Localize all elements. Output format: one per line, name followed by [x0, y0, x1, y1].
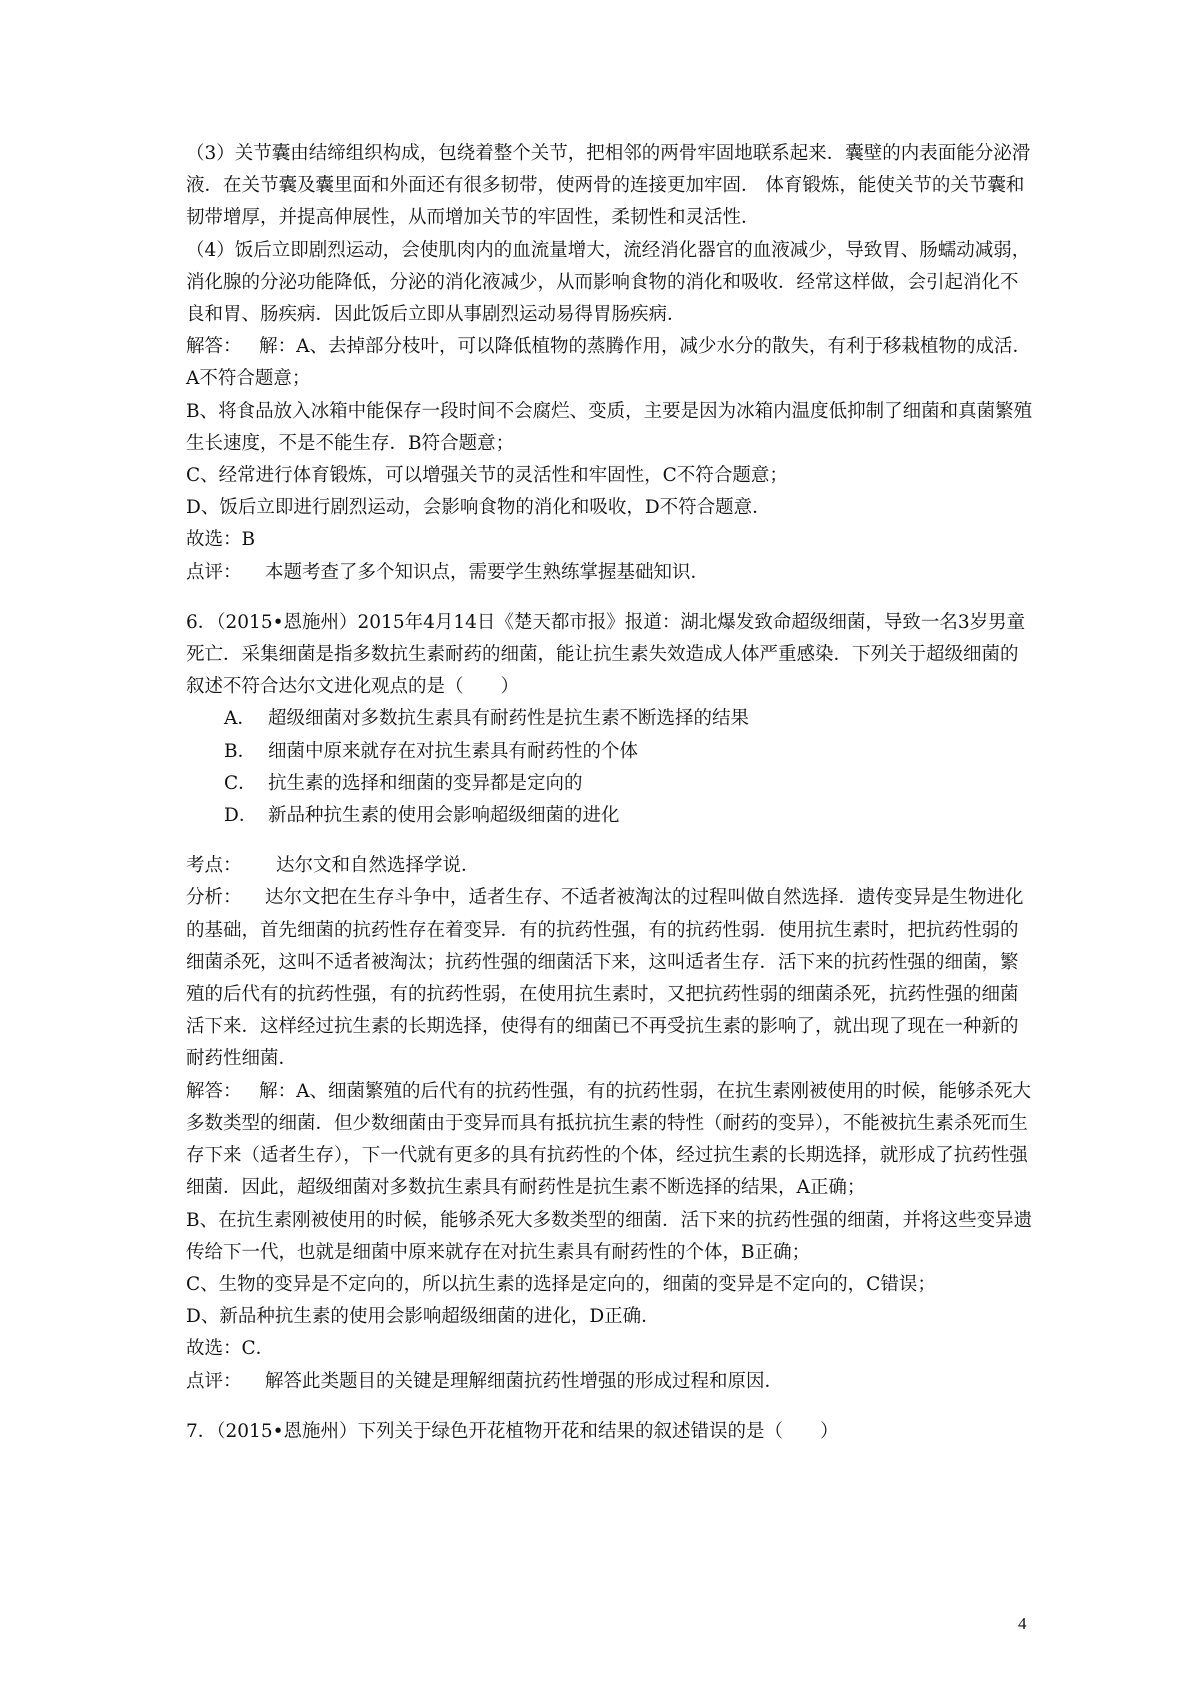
point-label: 考点： [186, 855, 242, 877]
question-6-answer-a [186, 1076, 1036, 1205]
question-6-option-b [186, 736, 1036, 768]
analysis-text: 达尔文把在生存斗争中，适者生存、不适者被淘汰的过程叫做自然选择．遗传变异是生物进化的基础，首先细菌的抗药性存在着变异．有的抗药性强，有的抗药性弱．使用抗生素时，把抗药性弱的细菌杀死，这叫不适者被淘汰；抗药性强的细菌活下来，这叫适者生存．活下来的抗药性强的细菌，繁殖的后代有的抗药性强，有的抗药性弱，在使用抗生素时，又把抗药性弱的细菌杀死，抗药性强的细菌活下来．这样经过抗生素的长期选择，使得有的细菌已不再受抗生素的影响了，就出现了现在一种新的耐药性细菌． [186, 887, 1024, 1070]
question-7-stem: 7．（2015•恩施州）下列关于绿色开花植物开花和结果的叙述错误的是（ ） [186, 1420, 839, 1442]
answer-label: 解答： [186, 1080, 242, 1102]
answer-a-text: 解：A、去掉部分枝叶，可以降低植物的蒸腾作用，减少水分的散失，有利于移栽植物的成活．A不符合题意； [186, 336, 1032, 390]
comment-label: 点评： [186, 1370, 242, 1392]
option-letter: C． [224, 772, 257, 794]
option-text: 新品种抗生素的使用会影响超级细菌的进化 [268, 805, 620, 827]
document-page [186, 138, 1036, 1448]
question-6-point [186, 850, 1036, 882]
question-6-comment [186, 1366, 1036, 1398]
question-6-analysis [186, 882, 1036, 1075]
question-6-answer-c: C、生物的变异是不定向的，所以抗生素的选择是定向的，细菌的变异是不定向的，C错误； [186, 1273, 936, 1295]
option-letter: A． [224, 708, 256, 730]
answer-a [186, 331, 1036, 395]
comment-text: 本题考查了多个知识点，需要学生熟练掌握基础知识． [265, 561, 710, 583]
question-6-answer-d: D、新品种抗生素的使用会影响超级细菌的进化，D正确． [186, 1306, 660, 1328]
answer-b: B、将食品放入冰箱中能保存一段时间不会腐烂、变质，主要是因为冰箱内温度低抑制了细菌和真菌繁殖生长速度，不是不能生存．B符合题意； [186, 400, 1033, 454]
answer-d: D、饭后立即进行剧烈运动，会影响食物的消化和吸收，D不符合题意． [186, 497, 771, 519]
question-6-stem: 6．（2015•恩施州）2015年4月14日《楚天都市报》报道：湖北爆发致命超级细菌，导致一名3岁男童死亡．采集细菌是指多数抗生素耐药的细菌，能让抗生素失效造成人体严重感染．下列关于超级细菌的叙述不符合达尔文进化观点的是（ ） [186, 611, 1026, 698]
analysis-label: 分析： [186, 887, 242, 909]
answer-label: 解答： [186, 336, 242, 358]
question-6-option-a [186, 703, 1036, 735]
choice: 故选：B [186, 529, 256, 551]
question-6-option-d [186, 800, 1036, 832]
option-letter: D． [224, 805, 258, 827]
answer-c: C、经常进行体育锻炼，可以增强关节的灵活性和牢固性，C不符合题意； [186, 465, 788, 487]
comment-label: 点评： [186, 561, 242, 583]
comment [186, 557, 1036, 589]
option-text: 细菌中原来就存在对抗生素具有耐药性的个体 [268, 740, 639, 762]
paragraph-exercise-after-meal: （4）饭后立即剧烈运动，会使肌肉内的血流量增大，流经消化器官的血液减少，导致胃、肠蠕动减弱，消化腺的分泌功能降低，分泌的消化液减少，从而影响食物的消化和吸收．经常这样做，会引起消化不良和胃、肠疾病．因此饭后立即从事剧烈运动易得胃肠疾病． [186, 239, 1031, 326]
question-6-answer-b: B、在抗生素刚被使用的时候，能够杀死大多数类型的细菌．活下来的抗药性强的细菌，并将这些变异遗传给下一代，也就是细菌中原来就存在对抗生素具有耐药性的个体，B正确； [186, 1209, 1033, 1263]
option-text: 超级细菌对多数抗生素具有耐药性是抗生素不断选择的结果 [268, 708, 750, 730]
comment-text: 解答此类题目的关键是理解细菌抗药性增强的形成过程和原因． [265, 1370, 784, 1392]
page-number: 4 [1018, 1614, 1027, 1633]
point-text: 达尔文和自然选择学说． [276, 855, 480, 877]
answer-a-text: 解：A、细菌繁殖的后代有的抗药性强，有的抗药性弱，在抗生素刚被使用的时候，能够杀死大多数类型的细菌．但少数细菌由于变异而具有抵抗抗生素的特性（耐药的变异），不能被抗生素杀死而生存下来（适者生存），下一代就有更多的具有抗药性的个体，经过抗生素的长期选择，就形成了抗药性强细菌．因此，超级细菌对多数抗生素具有耐药性是抗生素不断选择的结果，A正确； [186, 1080, 1032, 1199]
question-6-option-c [186, 768, 1036, 800]
question-6-choice: 故选：C． [186, 1338, 275, 1360]
option-letter: B． [224, 740, 257, 762]
paragraph-joint-capsule: （3）关节囊由结缔组织构成，包绕着整个关节，把相邻的两骨牢固地联系起来．囊壁的内表面能分泌滑液．在关节囊及囊里面和外面还有很多韧带，使两骨的连接更加牢固． 体育锻炼，能使关节的关节囊和韧带增厚，并提高伸展性，从而增加关节的牢固性，柔韧性和灵活性． [186, 143, 1031, 229]
option-text: 抗生素的选择和细菌的变异都是定向的 [268, 772, 583, 794]
